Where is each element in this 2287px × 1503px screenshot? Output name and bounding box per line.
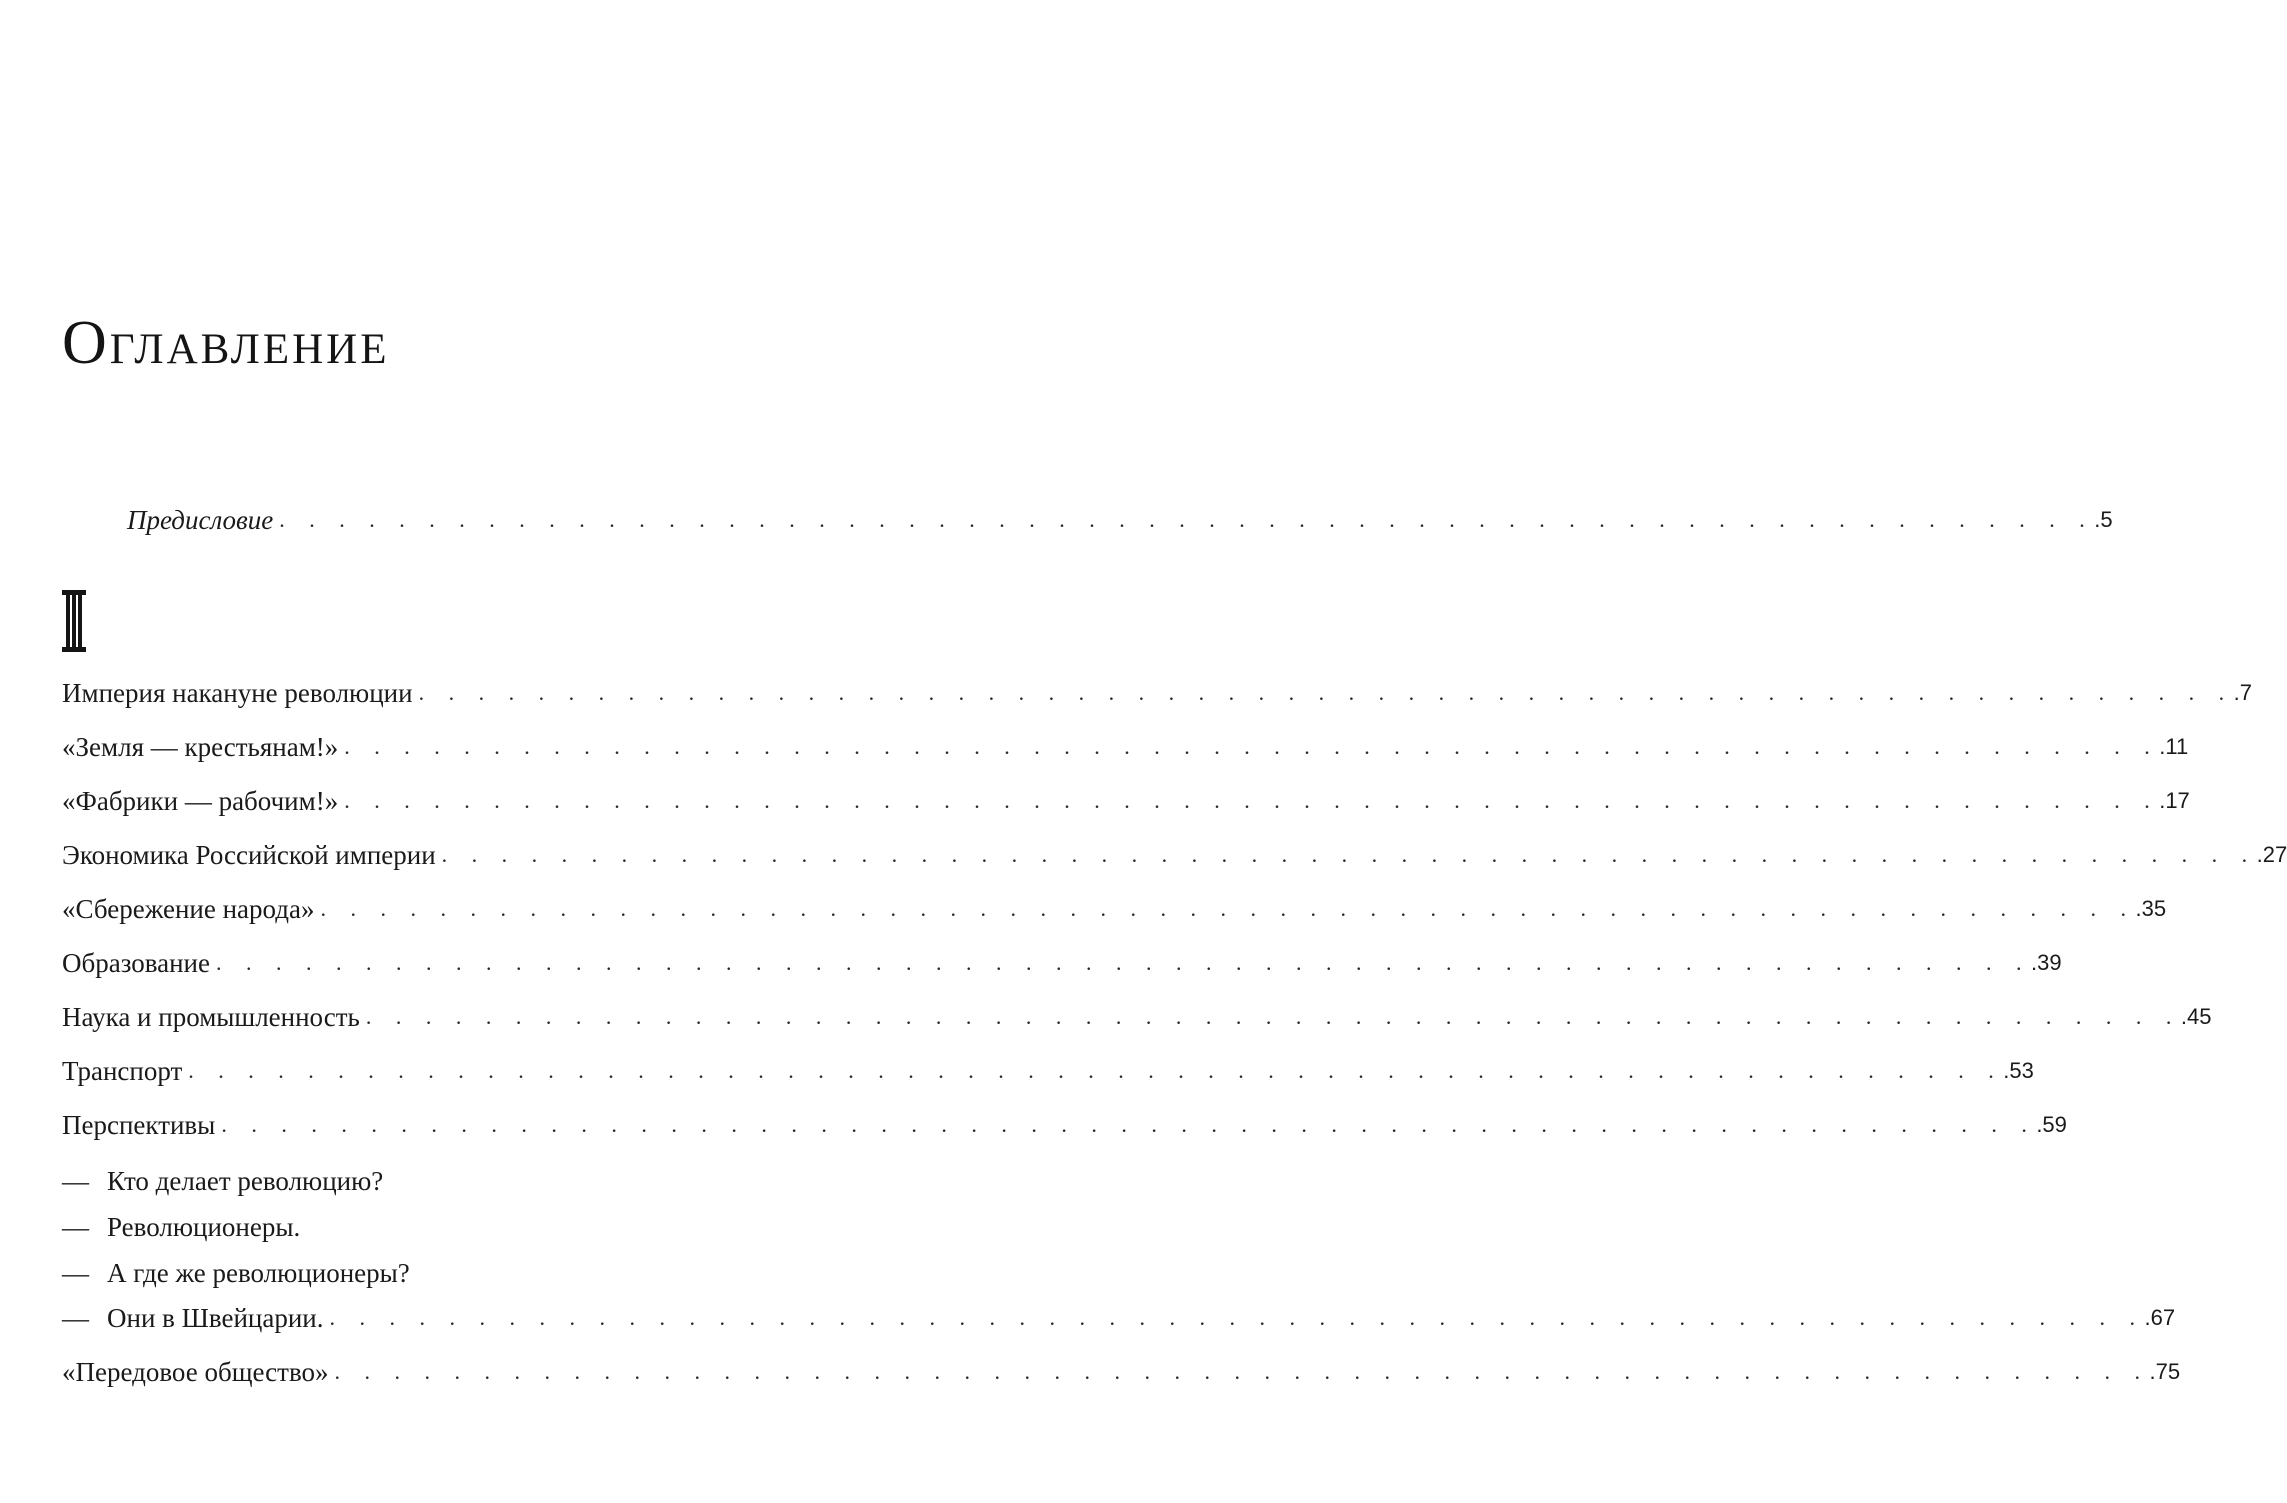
toc-entry-label: Экономика Российской империи bbox=[62, 840, 436, 870]
page-title: Оглавление bbox=[62, 309, 390, 377]
toc-page-number: .17 bbox=[2159, 788, 2190, 813]
toc-entry-label: «Сбережение народа» bbox=[62, 894, 315, 924]
dot-leader: . . . . . . . . . . . . . . . . . . . . . . . . . . . . . . . . . . . . . . . . . . . . . . . . . . . . . . . . . . . . . bbox=[334, 1359, 2150, 1384]
toc-entry[interactable] bbox=[62, 1108, 2067, 1142]
dot-leader: . . . . . . . . . . . . . . . . . . . . . . . . . . . . . . . . . . . . . . . . . . . . . . . . . . . . . . . . . . . . . bbox=[320, 896, 2136, 921]
dot-leader: . . . . . . . . . . . . . . . . . . . . . . . . . . . . . . . . . . . . . . . . . . . . . . . . . . . . . . . . . . . . . bbox=[216, 950, 2031, 975]
toc-dialogue-line bbox=[62, 1164, 870, 1198]
dot-leader: . . . . . . . . . . . . . . . . . . . . . . . . . . . . . . . . . . . . . . . . . . . . . . . . . . . . . . . . . . . . . bbox=[365, 1004, 2181, 1029]
toc-dialogue-label: Революционеры. bbox=[107, 1212, 301, 1242]
em-dash: — bbox=[62, 1303, 89, 1333]
toc-entry[interactable] bbox=[62, 892, 2167, 926]
dot-leader: . . . . . . . . . . . . . . . . . . . . . . . . . . . . . . . . . . . . . . . . . . . . . . . . . . . . . . . . . . . . . bbox=[279, 507, 2095, 532]
toc-entry-preface[interactable] bbox=[127, 503, 2113, 537]
toc-dialogue-line bbox=[62, 1210, 870, 1244]
toc-entry[interactable] bbox=[62, 676, 2252, 710]
toc-page-number: .11 bbox=[2159, 734, 2189, 759]
toc-dialogue-label: Кто делает революцию? bbox=[107, 1166, 384, 1196]
toc-entry[interactable] bbox=[62, 1355, 2181, 1389]
dot-leader: . . . . . . . . . . . . . . . . . . . . . . . . . . . . . . . . . . . . . . . . . . . . . . . . . . . . . . . . . . . . . bbox=[221, 1112, 2037, 1137]
toc-page-number: .39 bbox=[2031, 950, 2062, 975]
toc-entry-label: Транспорт bbox=[62, 1056, 183, 1086]
toc-entry-label: «Фабрики — рабочим!» bbox=[62, 786, 339, 816]
dot-leader: . . . . . . . . . . . . . . . . . . . . . . . . . . . . . . . . . . . . . . . . . . . . . . . . . . . . . . . . . . . . . bbox=[344, 788, 2160, 813]
em-dash: — bbox=[62, 1212, 89, 1242]
toc-entry-label: Империя накануне революции bbox=[62, 678, 413, 708]
toc-page-number: .45 bbox=[2180, 1004, 2212, 1029]
toc-page-number: .35 bbox=[2135, 896, 2167, 921]
toc-entry[interactable] bbox=[62, 1301, 2176, 1335]
toc-entry[interactable] bbox=[62, 730, 2189, 764]
toc-entry[interactable] bbox=[62, 784, 2190, 818]
dot-leader: . . . . . . . . . . . . . . . . . . . . . . . . . . . . . . . . . . . . . . . . . . . . . . . . . . . . . . . . . . . . . bbox=[329, 1305, 2145, 1330]
toc-entry-label: Перспективы bbox=[62, 1110, 216, 1140]
toc-entry[interactable] bbox=[62, 1000, 2212, 1034]
toc-entry[interactable] bbox=[62, 946, 2062, 980]
toc-entry[interactable] bbox=[62, 1054, 2034, 1088]
em-dash: — bbox=[62, 1258, 89, 1288]
toc-page-number: .7 bbox=[2233, 680, 2252, 705]
toc-entry-label: Предисловие bbox=[127, 505, 274, 535]
toc-page-number: .59 bbox=[2036, 1112, 2067, 1137]
toc-entry-label: «Передовое общество» bbox=[62, 1357, 329, 1387]
toc-page-number: .67 bbox=[2144, 1305, 2176, 1330]
em-dash: — bbox=[62, 1166, 89, 1196]
toc-entry-label: Наука и промышленность bbox=[62, 1002, 360, 1032]
part-numeral bbox=[62, 590, 92, 652]
dot-leader: . . . . . . . . . . . . . . . . . . . . . . . . . . . . . . . . . . . . . . . . . . . . . . . . . . . . . . . . . . . . . bbox=[441, 842, 2257, 867]
toc-page-number: .5 bbox=[2094, 507, 2113, 532]
dot-leader: . . . . . . . . . . . . . . . . . . . . . . . . . . . . . . . . . . . . . . . . . . . . . . . . . . . . . . . . . . . . . bbox=[188, 1058, 2004, 1083]
toc-entry-label: «Земля — крестьянам!» bbox=[62, 732, 339, 762]
toc-dialogue-line bbox=[62, 1256, 870, 1290]
toc-entry[interactable] bbox=[62, 838, 2287, 872]
toc-page-number: .75 bbox=[2149, 1359, 2181, 1384]
toc-page-number: .53 bbox=[2003, 1058, 2034, 1083]
toc-entry-label: Образование bbox=[62, 948, 210, 978]
toc-page-number: .27 bbox=[2256, 842, 2287, 867]
toc-dialogue-label: А где же революционеры? bbox=[107, 1258, 410, 1288]
dot-leader: . . . . . . . . . . . . . . . . . . . . . . . . . . . . . . . . . . . . . . . . . . . . . . . . . . . . . . . . . . . . . bbox=[344, 734, 2160, 759]
dot-leader: . . . . . . . . . . . . . . . . . . . . . . . . . . . . . . . . . . . . . . . . . . . . . . . . . . . . . . . . . . . . . bbox=[418, 680, 2234, 705]
toc-entry-label: Они в Швейцарии. bbox=[107, 1303, 324, 1333]
roman-numeral-one-glyph bbox=[62, 590, 92, 652]
